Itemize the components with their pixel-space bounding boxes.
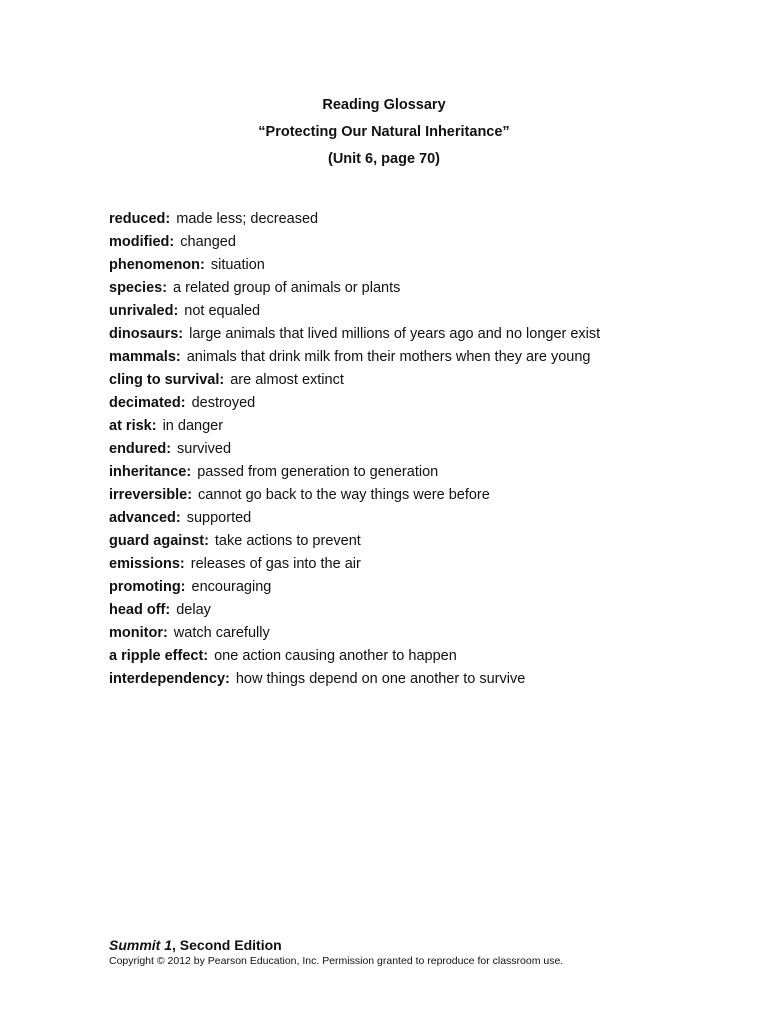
glossary-entry xyxy=(109,438,729,461)
glossary-definition: large animals that lived millions of years ago and no longer exist xyxy=(189,326,601,342)
glossary-term: dinosaurs: xyxy=(109,326,184,342)
document-header xyxy=(0,92,768,173)
glossary-definition: how things depend on one another to survive xyxy=(235,671,526,687)
glossary-term: emissions: xyxy=(109,556,185,572)
glossary-definition: made less; decreased xyxy=(176,211,319,227)
glossary-entry xyxy=(109,507,729,530)
glossary-definition: watch carefully xyxy=(173,625,270,641)
glossary-entry xyxy=(109,599,729,622)
glossary-term: interdependency: xyxy=(109,671,230,687)
glossary-entry xyxy=(109,346,729,369)
glossary-definition: take actions to prevent xyxy=(214,533,361,549)
glossary-definition: one action causing another to happen xyxy=(214,648,457,664)
glossary-entry xyxy=(109,530,729,553)
glossary-entry xyxy=(109,622,729,645)
glossary-term: head off: xyxy=(109,602,171,618)
glossary-term: mammals: xyxy=(109,349,181,365)
glossary-entry xyxy=(109,645,729,668)
glossary-term: modified: xyxy=(109,234,175,250)
glossary-term: phenomenon: xyxy=(109,257,205,273)
glossary-entry xyxy=(109,323,729,346)
book-title: Summit 1 xyxy=(109,937,173,953)
glossary-definition: cannot go back to the way things were before xyxy=(198,487,490,503)
glossary-term: monitor: xyxy=(109,625,168,641)
glossary-term: guard against: xyxy=(109,533,209,549)
glossary-term: advanced: xyxy=(109,510,181,526)
glossary-entry xyxy=(109,484,729,507)
glossary-entry xyxy=(109,369,729,392)
glossary-entry xyxy=(109,254,729,277)
glossary-definition: destroyed xyxy=(191,395,256,411)
glossary-entry xyxy=(109,576,729,599)
glossary-entry xyxy=(109,392,729,415)
glossary-list xyxy=(109,208,729,691)
glossary-definition: not equaled xyxy=(184,303,261,319)
glossary-term: species: xyxy=(109,280,168,296)
glossary-term: cling to survival: xyxy=(109,372,225,388)
glossary-term: a ripple effect: xyxy=(109,648,209,664)
glossary-term: decimated: xyxy=(109,395,186,411)
copyright-notice: Copyright © 2012 by Pearson Education, Inc. Permission granted to reproduce for classroom use. xyxy=(109,955,564,967)
glossary-term: irreversible: xyxy=(109,487,193,503)
glossary-entry xyxy=(109,300,729,323)
glossary-entry xyxy=(109,277,729,300)
glossary-definition: animals that drink milk from their mothers when they are young xyxy=(186,349,591,365)
glossary-definition: delay xyxy=(176,602,211,618)
glossary-definition: releases of gas into the air xyxy=(190,556,361,572)
glossary-term: reduced: xyxy=(109,211,171,227)
glossary-term: promoting: xyxy=(109,579,186,595)
glossary-entry xyxy=(109,553,729,576)
glossary-definition: a related group of animals or plants xyxy=(173,280,401,296)
glossary-entry xyxy=(109,461,729,484)
glossary-definition: encouraging xyxy=(191,579,272,595)
glossary-term: unrivaled: xyxy=(109,303,179,319)
page-title: Reading Glossary xyxy=(322,97,446,113)
glossary-definition: situation xyxy=(210,257,265,273)
glossary-entry xyxy=(109,208,729,231)
glossary-definition: passed from generation to generation xyxy=(197,464,439,480)
unit-reference: (Unit 6, page 70) xyxy=(328,151,440,167)
glossary-definition: supported xyxy=(186,510,252,526)
glossary-term: endured: xyxy=(109,441,172,457)
glossary-definition: survived xyxy=(177,441,232,457)
edition-label: , Second Edition xyxy=(172,937,282,953)
glossary-entry xyxy=(109,415,729,438)
glossary-entry xyxy=(109,668,729,691)
glossary-term: at risk: xyxy=(109,418,157,434)
glossary-term: inheritance: xyxy=(109,464,192,480)
glossary-definition: in danger xyxy=(162,418,224,434)
glossary-definition: are almost extinct xyxy=(230,372,344,388)
glossary-definition: changed xyxy=(180,234,236,250)
reading-title: “Protecting Our Natural Inheritance” xyxy=(258,124,510,140)
edition-line xyxy=(109,936,729,954)
document-footer xyxy=(109,936,729,968)
glossary-entry xyxy=(109,231,729,254)
